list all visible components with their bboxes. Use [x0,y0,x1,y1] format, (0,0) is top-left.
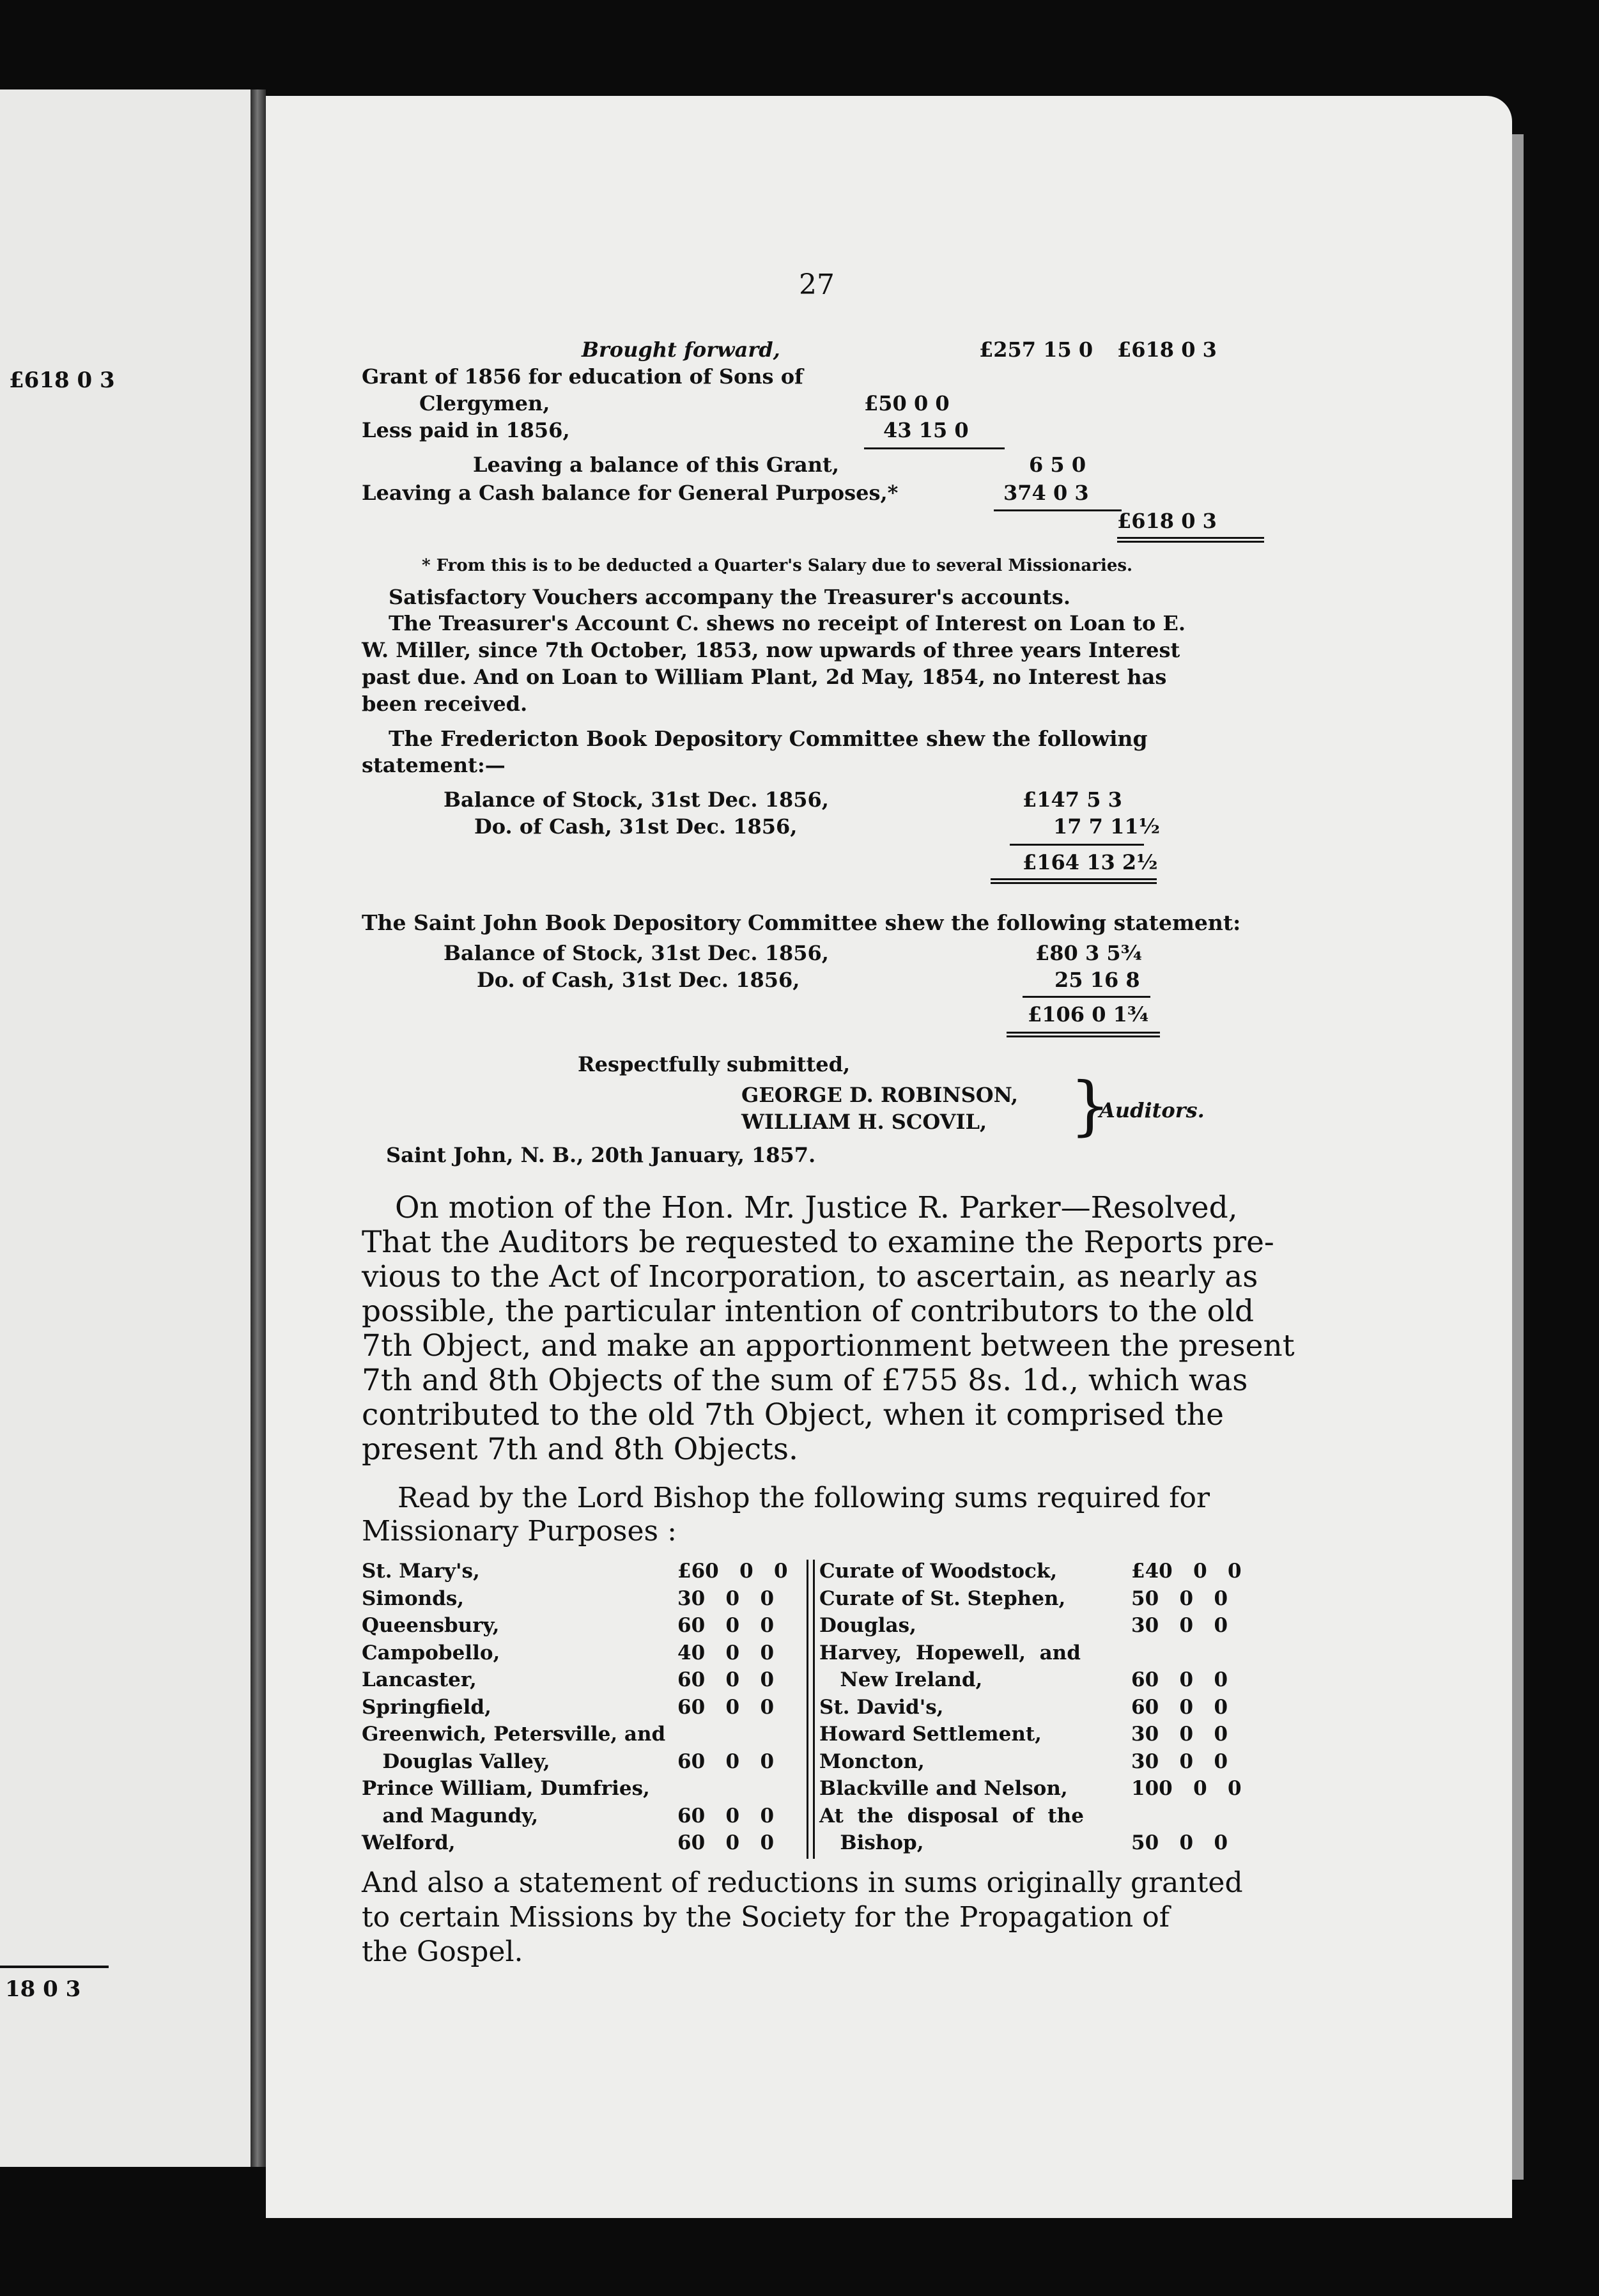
mission-amount: 60 0 0 [677,1614,775,1637]
mission-amount: 60 0 0 [1131,1668,1228,1691]
brought-forward-label: Brought forward, [582,337,780,362]
footnote: * From this is to be deducted a Quarter's Salary due to several Missionaries. [422,556,1133,575]
mission-amount: 30 0 0 [677,1586,775,1610]
saint-john-total: £106 0 1¾ [1028,1002,1149,1027]
mission-name: Curate of St. Stephen, [819,1586,1066,1610]
mission-amount: 60 0 0 [677,1831,775,1854]
mission-amount: 30 0 0 [1131,1614,1228,1637]
mission-amount: 50 0 0 [1131,1586,1228,1610]
motion-line-4: possible, the particular intention of contributors to the old [362,1294,1255,1329]
mission-name: St. David's, [819,1695,944,1719]
mission-name: Douglas, [819,1614,916,1637]
bishop-line-2: Missionary Purposes : [362,1515,677,1547]
fredericton-total: £164 13 2½ [1023,850,1158,874]
column-divider [807,1560,808,1859]
mission-name: Lancaster, [362,1668,477,1691]
left-page [0,89,251,2167]
bishop-line-1: Read by the Lord Bishop the following sums required for [398,1482,1210,1514]
vouchers-paragraph: Satisfactory Vouchers accompany the Treasurer's accounts. [389,585,1070,609]
motion-line-5: 7th Object, and make an apportionment between the present [362,1328,1295,1363]
left-page-bottom-total: 18 0 3 [5,1976,81,2002]
mission-name: Howard Settlement, [819,1723,1042,1746]
rule [1010,844,1144,846]
dateline: Saint John, N. B., 20th January, 1857. [386,1143,816,1167]
grant-line-2: Clergymen, [419,391,550,415]
mission-name: St. Mary's, [362,1560,480,1583]
less-paid-amount: 43 15 0 [883,418,969,442]
brought-forward-total: £618 0 3 [1117,337,1217,362]
auditor-scovil: WILLIAM H. SCOVIL, [741,1110,987,1134]
fredericton-cash-label: Do. of Cash, 31st Dec. 1856, [474,814,798,839]
closing-line-3: the Gospel. [362,1935,523,1968]
saint-john-cash-label: Do. of Cash, 31st Dec. 1856, [477,968,800,992]
fredericton-stock-amount: £147 5 3 [1023,787,1122,812]
motion-line-2: That the Auditors be requested to examine the Reports pre- [362,1225,1274,1260]
saint-john-line: The Saint John Book Depository Committee shew the following statement: [362,910,1241,935]
auditors-label: Auditors. [1099,1098,1205,1122]
mission-name: Douglas Valley, [362,1749,550,1773]
mission-name: At the disposal of the [819,1804,1084,1827]
mission-amount: £60 0 0 [677,1560,788,1583]
leaving-cash-amount: 374 0 3 [1003,481,1089,505]
motion-line-1: On motion of the Hon. Mr. Justice R. Parker—Resolved, [395,1190,1238,1225]
motion-line-6: 7th and 8th Objects of the sum of £755 8s. 1d., which was [362,1363,1248,1398]
motion-line-8: present 7th and 8th Objects. [362,1432,798,1467]
left-page-top-total: £618 0 3 [9,368,115,393]
fredericton-line-1: The Fredericton Book Depository Committee shew the following [389,726,1148,751]
rule [994,509,1122,511]
mission-name: Harvey, Hopewell, and [819,1641,1081,1664]
mission-amount: 60 0 0 [677,1804,775,1827]
leaving-grant-label: Leaving a balance of this Grant, [473,453,839,477]
saint-john-stock-amount: £80 3 5¾ [1035,941,1142,965]
treasurer-line-3: past due. And on Loan to William Plant, 2d May, 1854, no Interest has [362,665,1167,689]
mission-amount: 30 0 0 [1131,1749,1228,1773]
rule [864,447,1005,449]
grant-line-1: Grant of 1856 for education of Sons of [362,364,803,389]
mission-name: Simonds, [362,1586,465,1610]
mission-name: Prince William, Dumfries, [362,1777,650,1800]
mission-name: Greenwich, Petersville, and [362,1723,666,1746]
mission-name: Welford, [362,1831,456,1854]
mission-amount: 60 0 0 [1131,1695,1228,1719]
left-page-rule [0,1966,109,1968]
mission-amount: 60 0 0 [677,1695,775,1719]
treasurer-line-4: been received. [362,692,528,716]
double-rule [1117,537,1264,543]
mission-name: Springfield, [362,1695,491,1719]
mission-amount: 40 0 0 [677,1641,775,1664]
mission-amount: 60 0 0 [677,1749,775,1773]
closing-line-2: to certain Missions by the Society for the Propagation of [362,1901,1170,1934]
book-spine [251,89,266,2167]
mission-amount: 50 0 0 [1131,1831,1228,1854]
saint-john-cash-amount: 25 16 8 [1054,968,1140,992]
page-edge [1512,134,1524,2180]
brace-icon: } [1070,1068,1111,1143]
rule [1023,996,1150,998]
closing-line-1: And also a statement of reductions in sums originally granted [362,1866,1243,1899]
mission-amount: 100 0 0 [1131,1777,1242,1800]
mission-amount: 60 0 0 [677,1668,775,1691]
mission-name: New Ireland, [819,1668,983,1691]
fredericton-cash-amount: 17 7 11½ [1053,814,1160,839]
double-rule [991,878,1157,884]
mission-name: Curate of Woodstock, [819,1560,1058,1583]
page-number: 27 [799,268,835,301]
fredericton-stock-label: Balance of Stock, 31st Dec. 1856, [444,787,829,812]
mission-name: Blackville and Nelson, [819,1777,1068,1800]
grant-amount: £50 0 0 [864,391,950,415]
mission-name: Moncton, [819,1749,925,1773]
column-divider [813,1560,815,1859]
motion-line-7: contributed to the old 7th Object, when it comprised the [362,1397,1224,1432]
auditor-robinson: GEORGE D. ROBINSON, [741,1083,1018,1107]
saint-john-stock-label: Balance of Stock, 31st Dec. 1856, [444,941,829,965]
treasurer-line-2: W. Miller, since 7th October, 1853, now upwards of three years Interest [362,638,1180,662]
mission-amount: £40 0 0 [1131,1560,1242,1583]
accounts-total: £618 0 3 [1117,509,1217,533]
mission-name: Campobello, [362,1641,500,1664]
treasurer-line-1: The Treasurer's Account C. shews no receipt of Interest on Loan to E. [389,611,1186,635]
brought-forward-amount: £257 15 0 [979,337,1093,362]
motion-line-3: vious to the Act of Incorporation, to ascertain, as nearly as [362,1259,1258,1294]
mission-name: Bishop, [819,1831,924,1854]
mission-name: and Magundy, [362,1804,539,1827]
fredericton-line-2: statement:— [362,753,506,777]
mission-name: Queensbury, [362,1614,500,1637]
less-paid-label: Less paid in 1856, [362,418,570,442]
leaving-cash-label: Leaving a Cash balance for General Purposes,* [362,481,899,505]
mission-amount: 30 0 0 [1131,1723,1228,1746]
double-rule [1007,1032,1160,1037]
respectfully-submitted: Respectfully submitted, [578,1052,851,1076]
leaving-grant-amount: 6 5 0 [1029,453,1086,477]
